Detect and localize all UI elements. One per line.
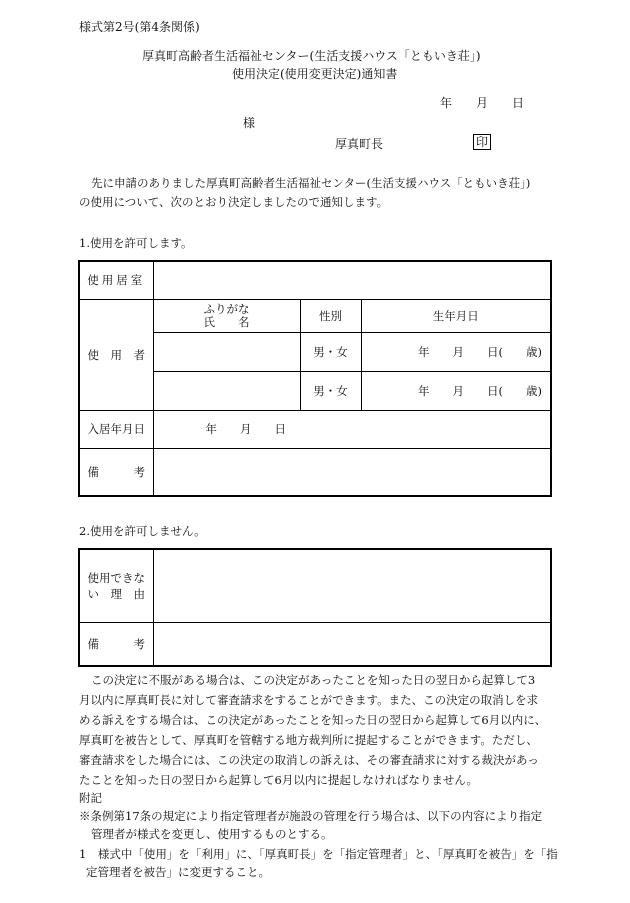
reason-label bbox=[79, 549, 153, 622]
appendix-note-line-2: 管理者が様式を変更し、使用するものとする。 bbox=[91, 827, 333, 841]
intro-line-1: 先に申請のありました厚真町高齢者生活福祉センター(生活支援ハウス「ともいき荘」) bbox=[91, 176, 531, 190]
issuer-name: 厚真町長 bbox=[335, 137, 384, 151]
user2-dob[interactable]: 年 月 日( 歳) bbox=[361, 371, 551, 410]
date-line: 年 月 日 bbox=[440, 96, 525, 110]
user1-dob[interactable]: 年 月 日( 歳) bbox=[361, 332, 551, 371]
remarks-label-1: 備 考 bbox=[79, 448, 153, 496]
seal-stamp-box: 印 bbox=[473, 134, 491, 150]
notice-line-2: 月以内に厚真町長に対して審査請求をすることができます。また、この決定の取消しを求 bbox=[79, 693, 539, 707]
appendix-heading: 附記 bbox=[79, 791, 102, 805]
document-title-line1: 厚真町高齢者生活福祉センター(生活支援ハウス「ともいき荘」) bbox=[142, 49, 481, 63]
move-in-label: 入居年月日 bbox=[79, 410, 153, 448]
user1-gender[interactable]: 男・女 bbox=[300, 332, 361, 371]
user-label: 使 用 者 bbox=[79, 299, 153, 410]
reason-label-line2: い 理 由 bbox=[87, 586, 145, 601]
notice-line-5: 審査請求をした場合には、この決定の取消しの訴えは、その審査請求に対する裁決があっ bbox=[79, 753, 539, 767]
reason-label-line1: 使用できな bbox=[87, 570, 145, 585]
furigana-label: ふりがな bbox=[203, 301, 250, 316]
room-value-cell[interactable] bbox=[153, 261, 551, 299]
notice-line-3: める訴えをする場合は、この決定があったことを知った日の翌日から起算して6月以内に、 bbox=[79, 713, 547, 727]
reason-value[interactable] bbox=[153, 549, 551, 622]
intro-line-2: の使用について、次のとおり決定しましたので通知します。 bbox=[79, 195, 389, 209]
user2-name-cell[interactable] bbox=[153, 371, 300, 410]
move-in-value[interactable]: 年 月 日 bbox=[153, 410, 551, 448]
addressee-suffix: 様 bbox=[243, 116, 256, 130]
user2-gender[interactable]: 男・女 bbox=[300, 371, 361, 410]
section2-heading: 2.使用を許可しません。 bbox=[79, 524, 206, 538]
section1-heading: 1.使用を許可します。 bbox=[79, 236, 193, 250]
seal-mark bbox=[473, 134, 491, 150]
remarks-value-2[interactable] bbox=[153, 622, 551, 666]
notice-line-1: この決定に不服がある場合は、この決定があったことを知った日の翌日から起算して3 bbox=[91, 673, 536, 687]
name-label: 氏 名 bbox=[203, 314, 250, 329]
document-title-line2: 使用決定(使用変更決定)通知書 bbox=[232, 67, 398, 81]
user1-name-cell[interactable] bbox=[153, 332, 300, 371]
appendix-item-line-2: 定管理者を被告」に変更すること。 bbox=[86, 865, 270, 879]
name-header-cell bbox=[153, 299, 300, 332]
notice-line-4: 厚真町を被告として、厚真町を管轄する地方裁判所に提起することができます。ただし、 bbox=[79, 733, 538, 747]
appendix-note-line-1: ※条例第17条の規定により指定管理者が施設の管理を行う場合は、以下の内容により指定 bbox=[79, 809, 543, 823]
remarks-label-2: 備 考 bbox=[79, 622, 153, 666]
remarks-value-1[interactable] bbox=[153, 448, 551, 496]
permit-table bbox=[78, 260, 552, 497]
form-number: 様式第2号(第4条関係) bbox=[79, 20, 200, 34]
appendix-item-line-1: 1 様式中「使用」を「利用」に、「厚真町長」を「指定管理者」と、「厚真町を被告」を「指 bbox=[79, 847, 558, 861]
notice-line-6: たことを知った日の翌日から起算して6月以内に提起しなければなりません。 bbox=[79, 773, 479, 787]
denial-table bbox=[78, 548, 552, 667]
room-label: 使用居室 bbox=[79, 261, 153, 299]
gender-header: 性別 bbox=[300, 299, 361, 332]
dob-header: 生年月日 bbox=[361, 299, 551, 332]
